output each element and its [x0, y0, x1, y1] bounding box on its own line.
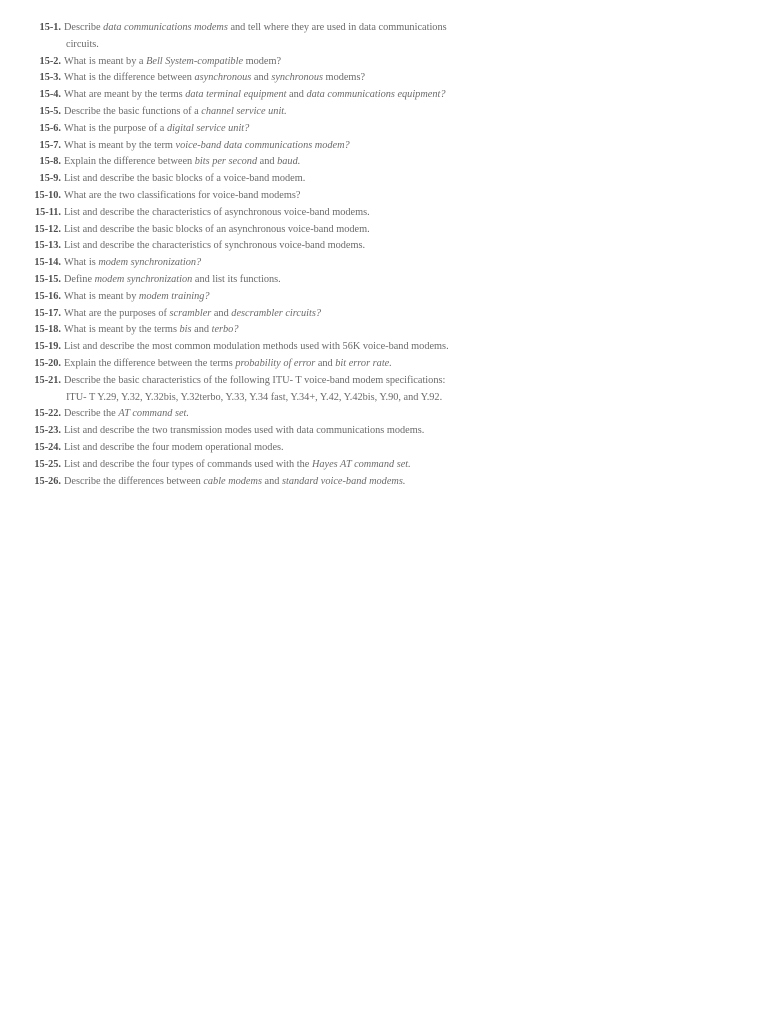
question-item: [0, 222, 768, 239]
question-number: 15-6.: [39, 122, 61, 134]
question-text: List and describe the characteristics of asynchronous voice-band modems.: [64, 206, 370, 218]
question-item: [0, 339, 768, 356]
question-text: What is meant by modem training?: [64, 290, 210, 302]
question-item: [0, 104, 768, 121]
question-item: [0, 440, 768, 457]
question-number: 15-13.: [34, 240, 61, 252]
question-text: Define modem synchronization and list its functions.: [64, 273, 281, 285]
question-number: 15-16.: [34, 290, 61, 302]
question-number: 15-23.: [34, 425, 61, 437]
question-item: [0, 205, 768, 222]
question-text-continuation: circuits.: [66, 38, 99, 50]
question-item: [0, 188, 768, 205]
question-item: [0, 138, 768, 155]
question-number: 15-25.: [34, 458, 61, 470]
question-text: What is the difference between asynchronous and synchronous modems?: [64, 72, 366, 84]
question-item: [0, 306, 768, 323]
question-item: [0, 272, 768, 289]
question-text: Explain the difference between bits per second and baud.: [64, 156, 301, 168]
question-number: 15-9.: [39, 173, 61, 185]
question-number: 15-8.: [39, 156, 61, 168]
question-text: List and describe the basic blocks of a voice-band modem.: [64, 173, 306, 185]
question-text: What is meant by the terms bis and terbo?: [64, 324, 239, 336]
question-number: 15-20.: [34, 357, 61, 369]
question-number: 15-18.: [34, 324, 61, 336]
question-text: What are meant by the terms data terminal equipment and data communications equipment?: [64, 89, 446, 101]
question-text: What is the purpose of a digital service unit?: [64, 122, 250, 134]
question-item: [0, 423, 768, 440]
question-number: 15-17.: [34, 307, 61, 319]
question-item: [0, 406, 768, 423]
question-text: What are the two classifications for voice-band modems?: [64, 189, 301, 201]
question-text: List and describe the four modem operational modes.: [64, 441, 284, 453]
question-text: Describe the basic functions of a channel service unit.: [64, 105, 287, 117]
question-number: 15-10.: [34, 189, 61, 201]
question-item: [0, 70, 768, 87]
question-text: Explain the difference between the terms probability of error and bit error rate.: [64, 357, 392, 369]
question-item: [0, 373, 768, 407]
question-text: Describe the differences between cable modems and standard voice-band modems.: [64, 475, 406, 487]
question-number: 15-19.: [34, 341, 61, 353]
question-item: [0, 54, 768, 71]
question-item: [0, 474, 768, 491]
question-item: [0, 322, 768, 339]
question-text: Describe data communications modems and tell where they are used in data communications: [64, 22, 447, 33]
question-list: [0, 20, 768, 490]
question-number: 15-1.: [39, 22, 61, 33]
question-text: List and describe the basic blocks of an asynchronous voice-band modem.: [64, 223, 370, 235]
question-number: 15-14.: [34, 257, 61, 269]
question-number: 15-21.: [34, 374, 61, 386]
question-item: [0, 171, 768, 188]
question-text: What is modem synchronization?: [64, 257, 202, 269]
question-number: 15-2.: [39, 55, 61, 67]
question-item: [0, 289, 768, 306]
question-number: 15-11.: [34, 206, 61, 218]
question-number: 15-15.: [34, 273, 61, 285]
question-text: Describe the basic characteristics of the following ITU- T voice-band modem specifications:: [64, 374, 446, 386]
question-text: List and describe the most common modulation methods used with 56K voice-band modems.: [64, 341, 449, 353]
question-text: Describe the AT command set.: [64, 408, 189, 420]
question-item: [0, 121, 768, 138]
question-number: 15-3.: [39, 72, 61, 84]
question-item: [0, 154, 768, 171]
question-number: 15-5.: [39, 105, 61, 117]
question-item: [0, 20, 768, 54]
question-text: What is meant by the term voice-band data communications modem?: [64, 139, 350, 151]
question-text: List and describe the two transmission modes used with data communications modems.: [64, 425, 425, 437]
question-item: [0, 87, 768, 104]
question-number: 15-12.: [34, 223, 61, 235]
question-item: [0, 255, 768, 272]
question-number: 15-26.: [34, 475, 61, 487]
question-number: 15-24.: [34, 441, 61, 453]
question-item: [0, 457, 768, 474]
question-item: [0, 238, 768, 255]
question-number: 15-4.: [39, 89, 61, 101]
question-number: 15-7.: [39, 139, 61, 151]
question-text: List and describe the four types of commands used with the Hayes AT command set.: [64, 458, 411, 470]
question-text-continuation: ITU- T Y.29, Y.32, Y.32bis, Y.32terbo, Y.33, Y.34 fast, Y.34+, Y.42, Y.42bis, Y.90, and Y.92.: [66, 391, 443, 403]
question-text: What are the purposes of scrambler and descrambler circuits?: [64, 307, 321, 319]
question-item: [0, 356, 768, 373]
question-number: 15-22.: [34, 408, 61, 420]
question-text: What is meant by a Bell System-compatible modem?: [64, 55, 282, 67]
question-text: List and describe the characteristics of synchronous voice-band modems.: [64, 240, 366, 252]
